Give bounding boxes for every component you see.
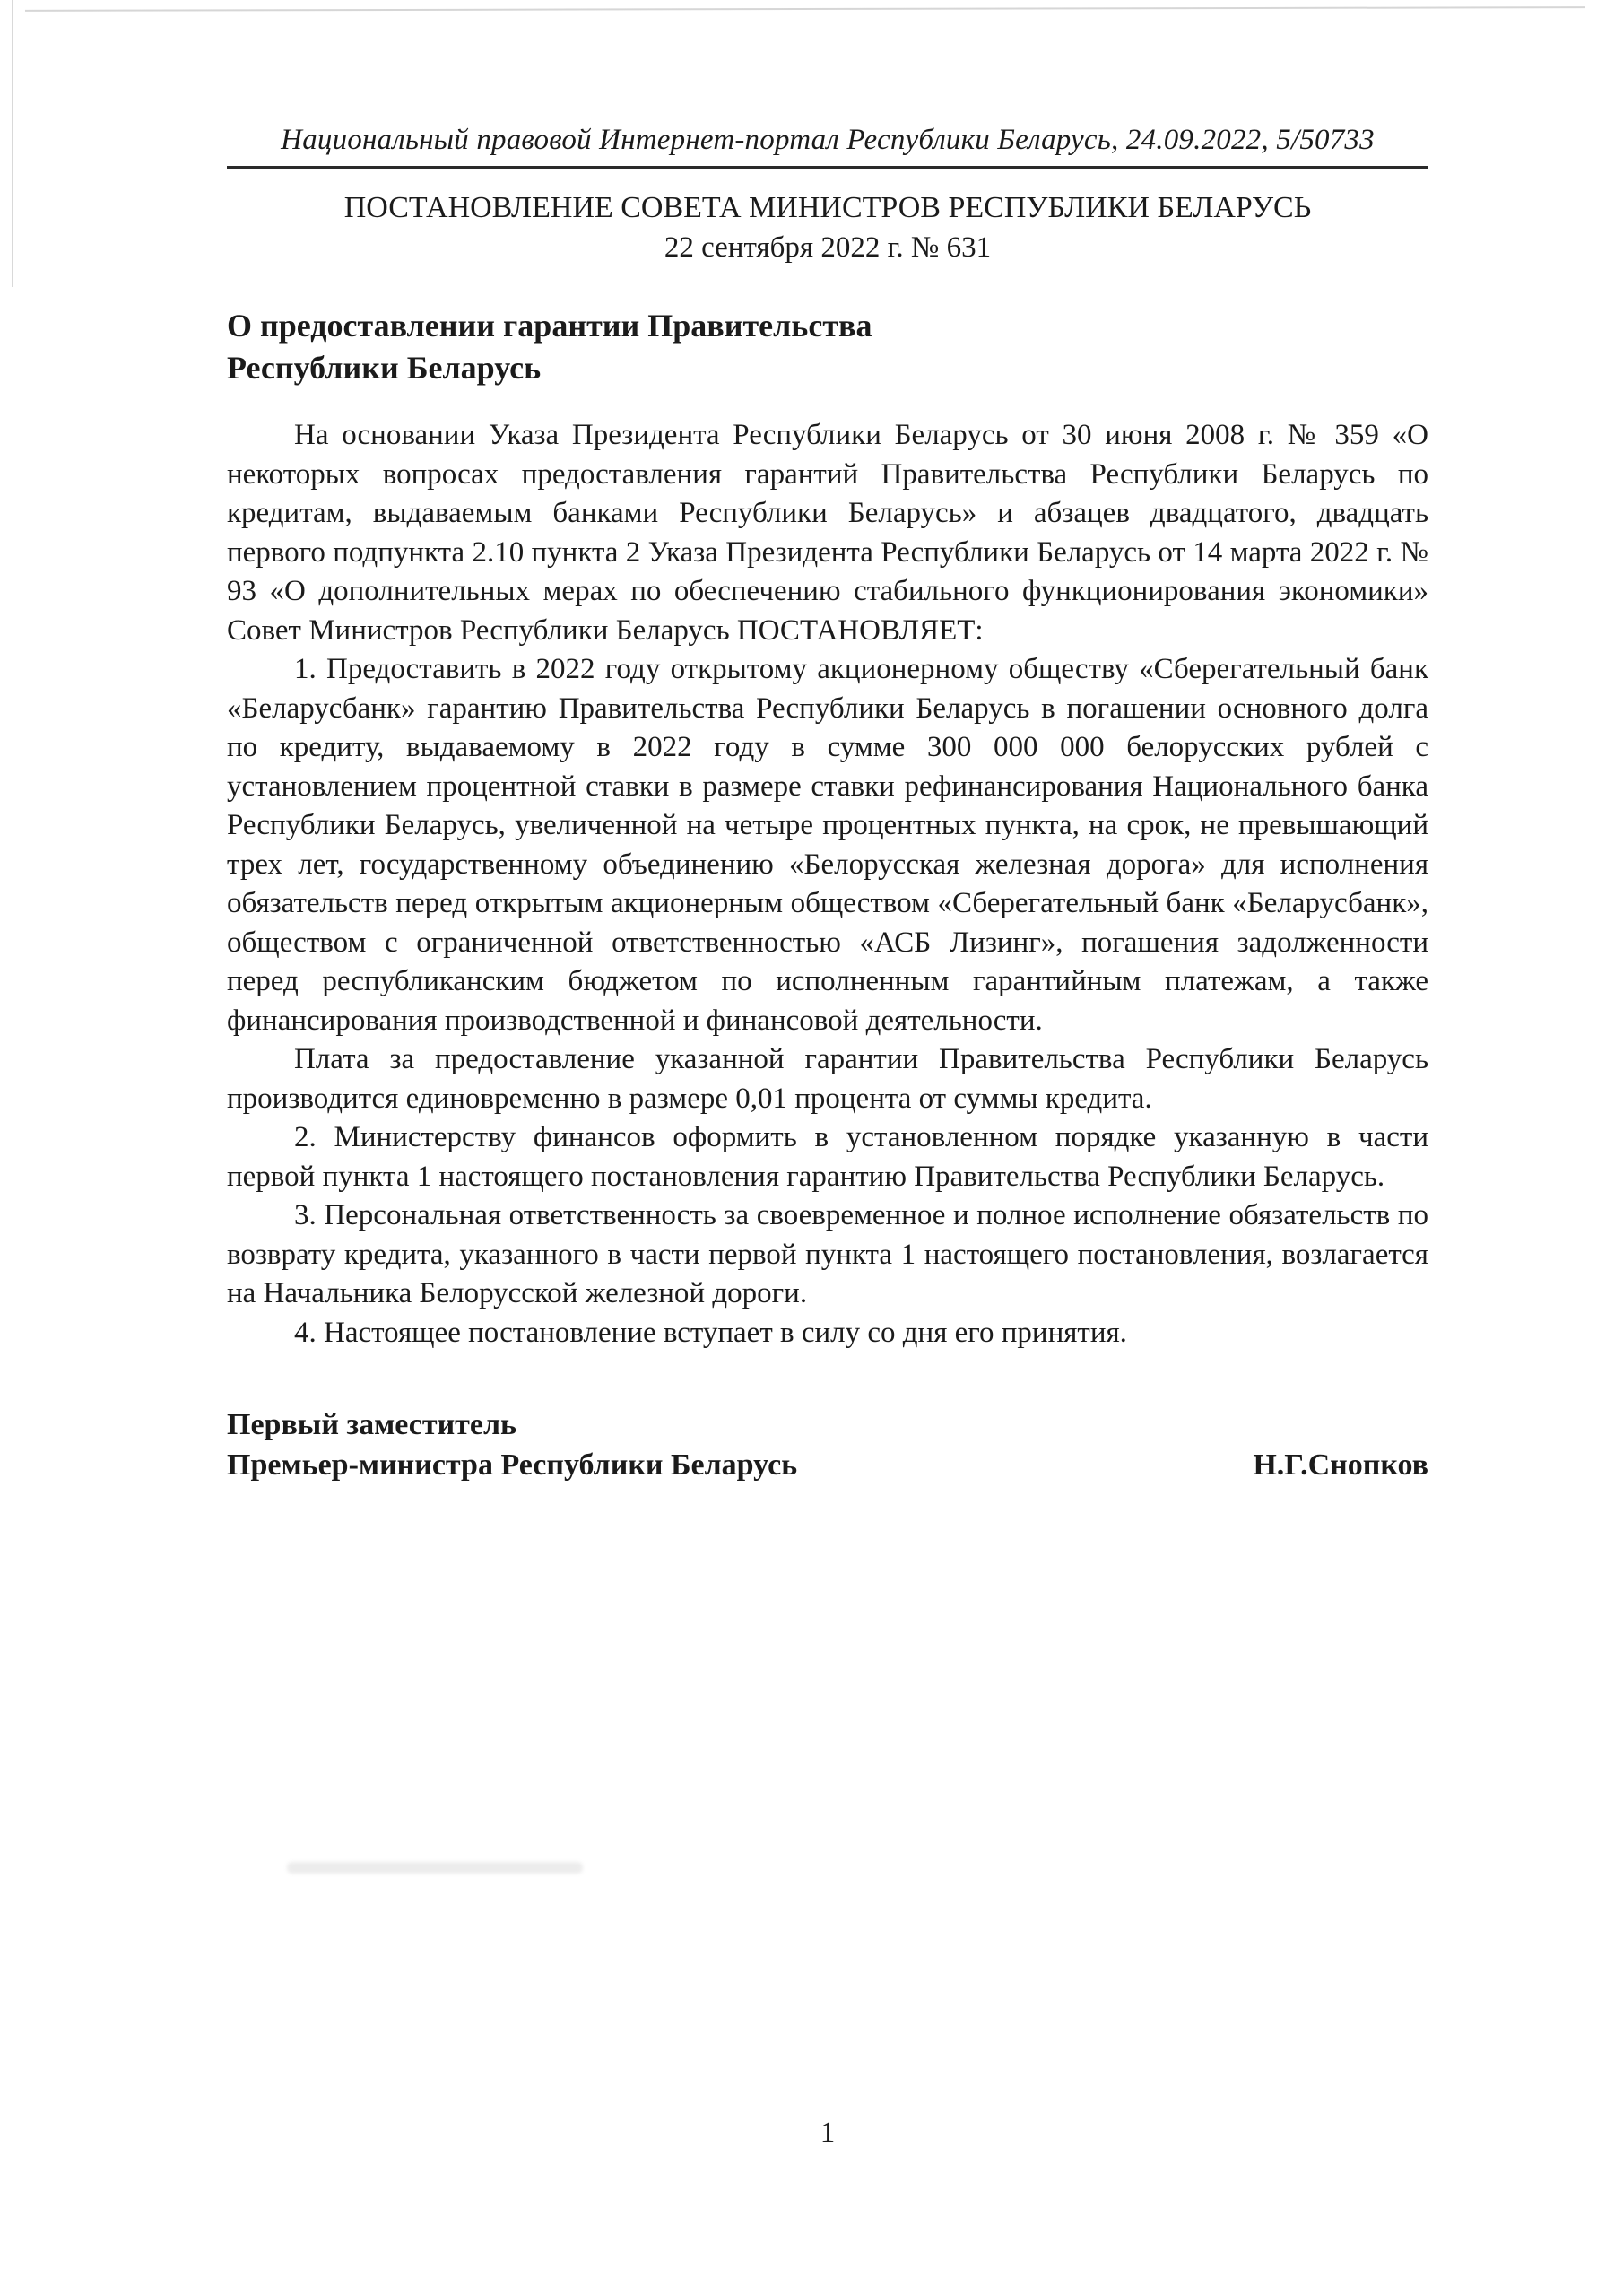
paragraph-item-4: 4. Настоящее постановление вступает в силу со дня его принятия. [294,1316,1127,1349]
signature-role [227,1405,797,1485]
paragraph-item-3: 3. Персональная ответственность за своевременное и полное исполнение обязательств по возврату кредита, указанного в части первой пункта 1 настоящего постановления, возлагается на Начальника Белорусской железной дороги. [227,1199,1428,1309]
signature-name: Н.Г.Снопков [1253,1448,1428,1482]
paragraph-preamble: На основании Указа Президента Республики Беларусь от 30 июня 2008 г. № 359 «О некоторых вопросах предоставления гарантий Правительства Республики Беларусь по кредитам, выдаваемым банками Республики Беларусь» и абзацев двадцатого, двадцать первого подпункта 2.10 пункта 2 Указа Президента Республики Беларусь от 14 марта 2022 г. № 93 «О дополнительных мерах по обеспечению стабильного функционирования экономики» Совет Министров Республики Беларусь ПОСТАНОВЛЯЕТ: [227,419,1428,647]
signature-role-line1: Первый заместитель [227,1408,516,1441]
document-body [227,416,1428,1352]
document-title-line2: Республики Беларусь [227,350,542,386]
paragraph-item-1-fee: Плата за предоставление указанной гарантии Правительства Республики Беларусь производится единовременно в размере 0,01 процента от суммы кредита. [227,1043,1428,1115]
portal-header-line: Национальный правовой Интернет-портал Республики Беларусь, 24.09.2022, 5/50733 [227,124,1428,169]
scan-artifact-top-line [25,6,1585,12]
scan-artifact-smudge [287,1862,583,1874]
document-content [227,124,1428,1485]
scan-artifact-left-line [12,0,13,287]
paragraph-item-1: 1. Предоставить в 2022 году открытому акционерному обществу «Сберегательный банк «Беларусбанк» гарантию Правительства Республики Беларусь в погашении основного долга по кредиту, выдаваемому в 2022 году в сумме 300 000 000 белорусских рублей с установлением процентной ставки в размере ставки рефинансирования Национального банка Республики Беларусь, увеличенной на четыре процентных пункта, на срок, не превышающий трех лет, государственному объединению «Белорусская железная дорога» для исполнения обязательств перед открытым акционерным обществом «Сберегательный банк «Беларусбанк», обществом с ограниченной ответственностью «АСБ Лизинг», погашения задолженности перед республиканским бюджетом по исполненным гарантийным платежам, а также финансирования производственной и финансовой деятельности. [227,653,1428,1037]
signature-role-line2: Премьер-министра Республики Беларусь [227,1448,798,1482]
page-number: 1 [820,2117,836,2149]
signature-block [227,1405,1428,1485]
document-title-line1: О предоставлении гарантии Правительства [227,308,872,344]
document-title [227,305,1428,389]
paragraph-item-2: 2. Министерству финансов оформить в установленном порядке указанную в части первой пункта 1 настоящего постановления гарантию Правительства Республики Беларусь. [227,1121,1428,1193]
date-and-number-line: 22 сентября 2022 г. № 631 [664,231,992,264]
issuing-authority-line: ПОСТАНОВЛЕНИЕ СОВЕТА МИНИСТРОВ РЕСПУБЛИКИ БЕЛАРУСЬ [343,191,1312,224]
